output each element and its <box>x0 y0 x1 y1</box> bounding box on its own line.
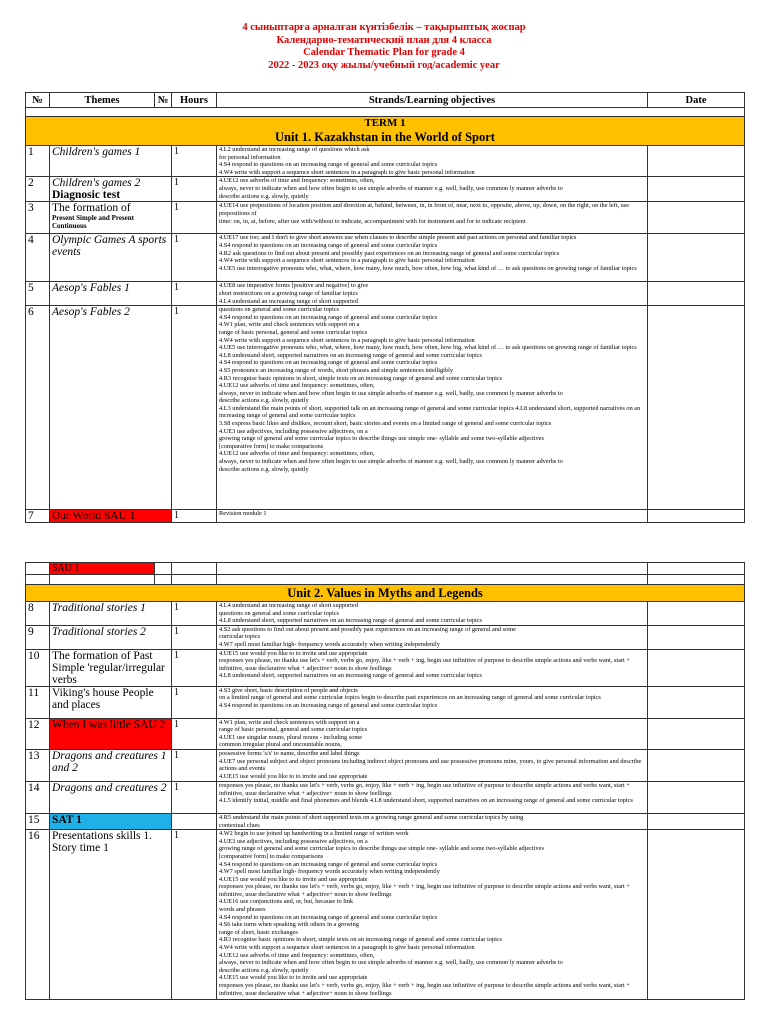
unit-title: Unit 1. Kazakhstan in the World of Sport <box>275 130 495 144</box>
learning-objectives: Revision module 1 <box>217 510 648 523</box>
lesson-date[interactable] <box>648 510 745 523</box>
table-row <box>26 649 745 686</box>
table-row <box>26 718 745 749</box>
lesson-number: 9 <box>26 625 50 649</box>
header-line-english: Calendar Thematic Plan for grade 4 <box>303 47 465 58</box>
lesson-number: 8 <box>26 602 50 626</box>
theme-title: Aesop's Fables 1 <box>52 282 130 295</box>
lesson-hours: 1 <box>172 282 217 306</box>
lesson-date[interactable] <box>648 282 745 306</box>
theme-title: Dragons and creatures 2 <box>52 781 167 794</box>
theme-title: Dragons and creatures 1 and 2 <box>52 749 167 774</box>
learning-objectives: 4.UE14 use prepositions of location position and direction at, behind, between, in, in front of, near, next to, opposite, above, up, down, on the right, on the left, use prepositions of time: on, in, at, before, after use with/without to indicate, accompaniment with for instrument and for to indicate recipient <box>217 202 648 234</box>
table-row <box>26 830 745 1000</box>
learning-objectives: questions on general and some curricular topics 4.S4 respond to questions on an increasing range of general and some curricular topics 4.W1 plan, write and check sentences with support on a range of basic personal, general and some curricular topics 4.W4 write with support a sequence short sentences in a paragraph to give basic personal information 4.UE5 use interrogative pronouns who, what, where, how many, how much, how often, how big, what kind of … to ask questions on growing range of familiar topics 4.L8 understand short, supported narratives on an increasing range of general and some curricular topics 4.S4 respond to questions on an increasing range of general and some curricular topics 4.S5 pronounce an increasing range of words, short phrases and simple sentences intelligibly 4.R3 recognise basic opinions in short, simple texts on an increasing range of general and some curricular topics 4.UE12 use adverbs of time and frequency: sometimes, often, always, never to indicate when and how often begin to use simple adverbs of manner e.g. well, badly, use common ly manner adverbs to describe actions e.g. slowly, quietly 4.L3 understand the main points of short, supported talk on an increasing range of general and some curricular topics 4.L8 understand short, supported narratives on an increasing range of general and some curricular topics 3.S8 express basic likes and dislikes, recount short, basic stories and events on a limited range of general and some curricular topics 4.UE3 use adjectives, including possessive adjectives, on a growing range of general and some curricular topics to describe things use simple one- syllable and some two-syllable adjectives [comparative form] to make comparisons 4.UE12 use adverbs of time and frequency: sometimes, often, always, never to indicate when and how often begin to use simple adverbs of manner e.g. well, badly, use common ly manner adverbs to describe actions e.g. slowly, quietly <box>217 306 648 510</box>
lesson-hours: 1 <box>172 749 217 781</box>
learning-objectives: 4.W1 plan, write and check sentences with support on a range of basic personal, general and some curricular topics 4.UE1 use singular nouns, plural nouns - including some common irregular plural and uncountable nouns, <box>217 718 648 749</box>
lesson-theme <box>50 749 172 781</box>
lesson-number: 6 <box>26 306 50 510</box>
lesson-number: 15 <box>26 813 50 829</box>
lesson-theme <box>50 718 172 749</box>
lesson-date[interactable] <box>648 830 745 1000</box>
learning-objectives: 4.W2 begin to use joined up handwriting in a limited range of written work 4.UE3 use adjectives, including possessive adjectives, on a growing range of general and some curricular topics to describe things use simple one- syllable and some two-syllable adjectives [comparative form] to make comparisons 4.S4 respond to questions on an increasing range of general and some curricular topics 4.W7 spell most familiar high- frequency words accurately when writing independently 4.UE15 use would you like to to invite and use appropriate responses yes please, no thanks use let's + verb, verbs go, enjoy, like + verb + ing, begin use infinitive of purpose to describe simple actions and verbs want, start + infinitive, usue declarative what + adjective+ noun to show fеellings 4.UE16 use conjunctions and, or, but, because to link words and phrases 4.S4 respond to questions on an increasing range of general and some curricular topics 4.S6 take turns when speaking with others in a growing range of short, basic exchanges 4.R3 recognise basic opinions in short, simple texts on an increasing range of general and some curricular topics 4.W4 write with support a sequence short sentences in a paragraph to give basic personal information 4.UE12 use adverbs of time and frequency: sometimes, often, always, never to indicate when and how often begin to use simple adverbs of manner e.g. well, badly, use common ly manner adverbs to describe actions e.g. slowly, quietly 4.UE15 use would you like to to invite and use appropriate responses yes please, no thanks use let's + verb, verbs go, enjoy, like + verb + ing, begin use infinitive of purpose to describe simple actions and verbs want, start + infinitive, usue declarative what + adjective+ noun to show fеellings <box>217 830 648 1000</box>
lesson-theme <box>50 813 172 829</box>
lesson-date[interactable] <box>648 602 745 626</box>
table-row <box>26 781 745 813</box>
lesson-hours: 1 <box>172 202 217 234</box>
theme-title: When I was little SAU 2 <box>52 718 166 731</box>
lesson-number: 2 <box>26 177 50 202</box>
lesson-number: 10 <box>26 649 50 686</box>
lesson-number: 13 <box>26 749 50 781</box>
table-row <box>26 306 745 510</box>
lesson-hours <box>172 813 217 829</box>
term-title: TERM 1 <box>364 117 406 129</box>
sau-label: SAU 1 <box>50 563 155 575</box>
lesson-hours: 1 <box>172 146 217 177</box>
lesson-theme <box>50 625 172 649</box>
table-row <box>26 146 745 177</box>
theme-title: Traditional stories 1 <box>52 602 146 614</box>
unit-band <box>26 585 745 602</box>
theme-title: Olympic Games A sports events <box>52 234 167 259</box>
lesson-hours: 1 <box>172 234 217 282</box>
theme-title: The formation of <box>52 202 131 215</box>
spacer-row <box>26 108 745 117</box>
col-hours: Hours <box>172 93 217 108</box>
theme-title: Aesop's Fables 2 <box>52 306 130 319</box>
lesson-theme <box>50 686 172 718</box>
col-themes: Themes <box>50 93 155 108</box>
table-row <box>26 510 745 523</box>
theme-title: Presentations skills 1. Story time 1 <box>52 830 152 855</box>
theme-title: Children's games 1 <box>52 146 141 158</box>
learning-objectives: 4.UE15 use would you like to to invite and use appropriate responses yes please, no thanks use let's + verb, verbs go, enjoy, like + verb + ing, begin use infinitive of purpose to describe simple actions and verbs want, start + infinitive, usue declarative what + adjective+ noun to show fеellings 4.L8 understand short, supported narratives on an increasing range of general and some curricular topics <box>217 649 648 686</box>
lesson-date[interactable] <box>648 177 745 202</box>
lesson-date[interactable] <box>648 649 745 686</box>
lesson-theme <box>50 602 172 626</box>
theme-title: Our World SAU 1 <box>52 510 136 523</box>
lesson-theme <box>50 177 172 202</box>
lesson-hours: 1 <box>172 649 217 686</box>
lesson-hours: 1 <box>172 602 217 626</box>
learning-objectives: responses yes please, no thanks use let's + verb, verbs go, enjoy, like + verb + ing, begin use infinitive of purpose to describe simple actions and verbs want, start + infinitive, usue declarative what + adjective+ noun to show fеellings 4.L5 identify initial, middle and final phonemes and blends 4.L8 understand short, supported narratives on an increasing range of general and some curricular topics <box>217 781 648 813</box>
lesson-date[interactable] <box>648 625 745 649</box>
lesson-date[interactable] <box>648 686 745 718</box>
theme-title: Children's games 2 <box>52 177 141 190</box>
sau-row <box>26 563 745 575</box>
lesson-hours: 1 <box>172 510 217 523</box>
lesson-theme <box>50 830 172 1000</box>
lesson-hours: 1 <box>172 686 217 718</box>
theme-subtitle: Diagnosic test <box>52 189 121 202</box>
lesson-hours: 1 <box>172 781 217 813</box>
col-date: Date <box>648 93 745 108</box>
lesson-theme <box>50 781 172 813</box>
table-row <box>26 282 745 306</box>
lesson-theme <box>50 282 172 306</box>
lesson-number: 4 <box>26 234 50 282</box>
table-row <box>26 202 745 234</box>
lesson-theme <box>50 202 172 234</box>
col-objectives: Strands/Learning objectives <box>217 93 648 108</box>
lesson-number: 1 <box>26 146 50 177</box>
lesson-theme <box>50 146 172 177</box>
lesson-hours: 1 <box>172 306 217 510</box>
col-num2: № <box>155 93 172 108</box>
lesson-hours: 1 <box>172 718 217 749</box>
plan-table-unit2 <box>25 562 745 1000</box>
learning-objectives: 4.UE8 use imperative forms [positive and negative] to give short instructions on a growing range of familiar topics 4.L4 understand an increasing range of short supported <box>217 282 648 306</box>
learning-objectives: 4.L2 understand an increasing range of questions which ask for personal information 4.S4 respond to questions on an increasing range of general and some curricular topics 4.W4 write with support a sequence short sentences in a paragraph to give basic personal information <box>217 146 648 177</box>
theme-title: The formation of Past Simple 'regular/irregular verbs <box>52 649 165 686</box>
learning-objectives: 4.S3 give short, basic description of people and objects on a limited range of general and some curricular topics begin to describe past experiences on an increasing range of general and some curricular topics 4.S4 respond to questions on an increasing range of general and some curricular topics <box>217 686 648 718</box>
unit-title: Unit 2. Values in Myths and Legends <box>287 586 483 600</box>
term-band <box>26 117 745 146</box>
lesson-hours: 1 <box>172 625 217 649</box>
learning-objectives: 4.S2 ask questions to find out about present and possibly past experiences on an increasing range of general and some curricular topics 4.W7 spell most familiar high- frequency words accurately when writing independently <box>217 625 648 649</box>
lesson-number: 3 <box>26 202 50 234</box>
lesson-number: 16 <box>26 830 50 1000</box>
header-line-kazakh: 4 сыныптарға арналған күнтізбелік – тақырыптық жоспар <box>242 22 526 33</box>
table-row <box>26 625 745 649</box>
lesson-theme <box>50 234 172 282</box>
learning-objectives: 4.R5 understand the main points of short supported texts on a growing range general and some curricular topics by using contextual clues <box>217 813 648 829</box>
lesson-number: 7 <box>26 510 50 523</box>
plan-table-term1 <box>25 92 745 523</box>
theme-title: Traditional stories 2 <box>52 625 146 638</box>
header-line-russian: Календарно-тематический план для 4 класса <box>276 34 492 46</box>
theme-subtitle: Present Simple and Present Continuous <box>52 214 134 231</box>
lesson-date[interactable] <box>648 718 745 749</box>
table-row <box>26 177 745 202</box>
spacer-row <box>26 575 745 585</box>
lesson-date[interactable] <box>648 234 745 282</box>
lesson-number: 5 <box>26 282 50 306</box>
table-row <box>26 234 745 282</box>
col-num: № <box>26 93 50 108</box>
theme-title: SAT 1 <box>52 813 82 826</box>
lesson-date[interactable] <box>648 749 745 781</box>
lesson-theme <box>50 306 172 510</box>
table-row <box>26 749 745 781</box>
lesson-date[interactable] <box>648 306 745 510</box>
table-row <box>26 602 745 626</box>
table-header-row <box>26 93 745 108</box>
lesson-hours: 1 <box>172 830 217 1000</box>
learning-objectives: 4.UE17 use too; and I don't to give short answers use when clauses to describe simple present and past actions on personal and familiar topics 4.S4 respond to questions on an increasing range of general and some curricular topics 4.R2 ask questions to find out about present and possibly past experiences on an increasing range of general and some curricular topics 4.W4 write with support a sequence short sentences in a paragraph to give basic personal information 4.UE5 use interrogative pronouns who, what, where, how many, how much, how often, how big, what kind of … to ask questions on growing range of familiar topics <box>217 234 648 282</box>
lesson-number: 11 <box>26 686 50 718</box>
lesson-theme <box>50 510 172 523</box>
lesson-date[interactable] <box>648 146 745 177</box>
lesson-date[interactable] <box>648 202 745 234</box>
table-row <box>26 686 745 718</box>
lesson-theme <box>50 649 172 686</box>
document-header <box>0 22 768 72</box>
lesson-number: 14 <box>26 781 50 813</box>
lesson-date[interactable] <box>648 813 745 829</box>
learning-objectives: 4.L4 understand an increasing range of short supported questions on general and some curricular topics 4.L8 understand short, supported narratives on an increasing range of general and some curricular topics <box>217 602 648 626</box>
theme-title: Viking's house People and places <box>52 686 154 711</box>
header-line-year: 2022 - 2023 оқу жылы/учебный год/academic year <box>268 59 500 71</box>
lesson-hours: 1 <box>172 177 217 202</box>
learning-objectives: 4.UE12 use adverbs of time and frequency: sometimes, often, always, never to indicate when and how often begin to use simple adverbs of manner e.g. well, badly, use common ly manner adverbs to describe actions e.g. slowly, quietly <box>217 177 648 202</box>
learning-objectives: possessive forms 's/s' to name, describe and label things 4.UE7 use personal subject and object pronouns including indirect object pronouns and use possessive pronouns mine, yours, to give personal information and describe actions and events 4.UE15 use would you like to to invite and use appropriate <box>217 749 648 781</box>
lesson-date[interactable] <box>648 781 745 813</box>
table-row <box>26 813 745 829</box>
lesson-number: 12 <box>26 718 50 749</box>
